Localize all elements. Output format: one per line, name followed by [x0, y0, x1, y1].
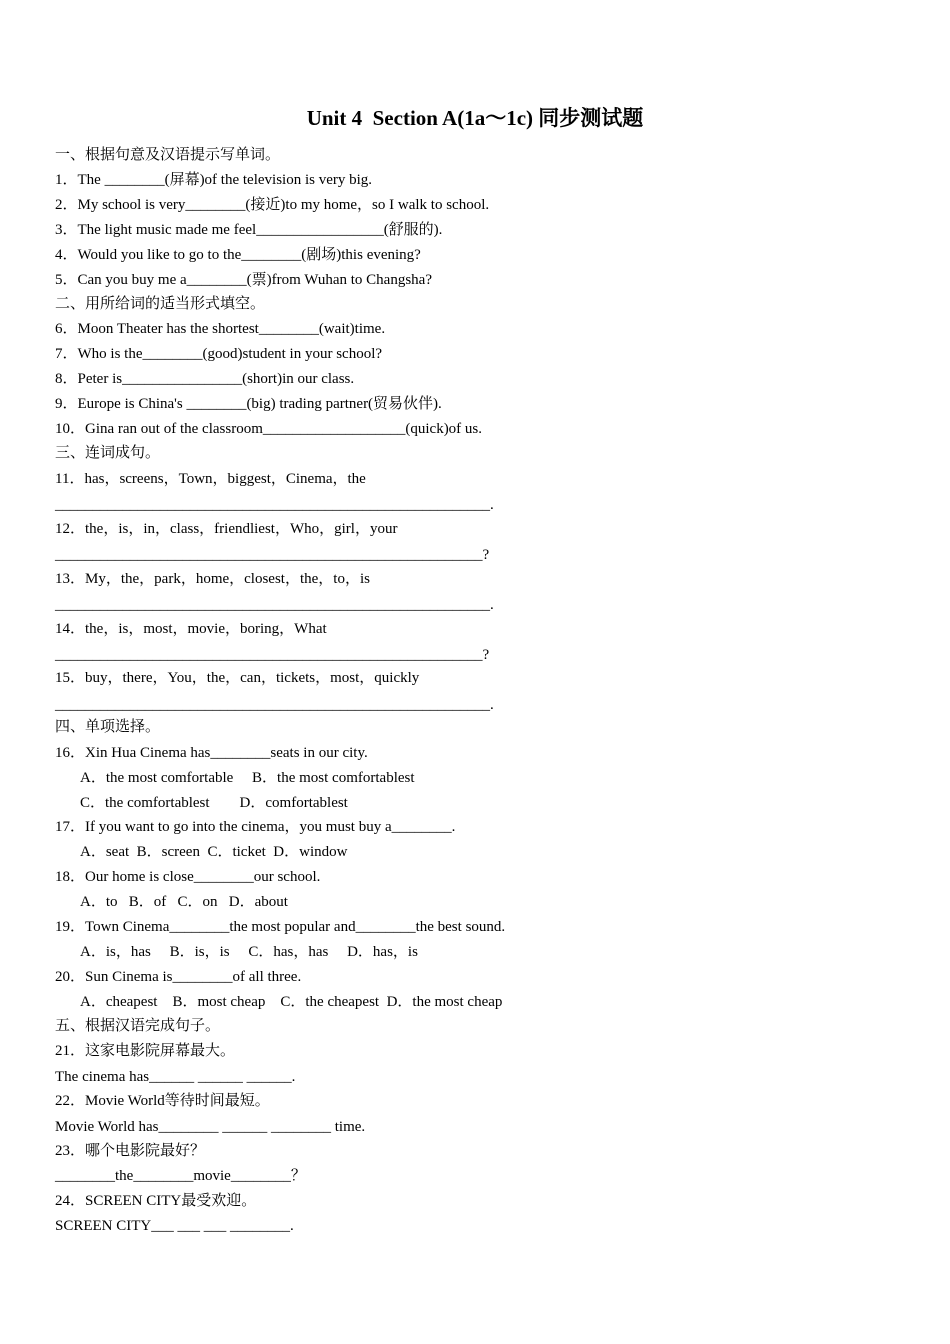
answer-line: _________________________________________________________? [55, 547, 490, 563]
question-line: 10．Gina ran out of the classroom___________________(quick)of us. [55, 421, 483, 437]
question-line: 20．Sun Cinema is________of all three. [55, 969, 302, 985]
option-line: A．seat B．screen C．ticket D．window [80, 844, 348, 860]
section-heading: 三、连词成句。 [55, 445, 161, 461]
answer-line: The cinema has______ ______ ______. [55, 1069, 296, 1085]
option-line: A．is，has B．is，is C．has，has D．has，is [80, 944, 418, 960]
answer-line: __________________________________________________________. [55, 697, 494, 713]
question-line: 11．has，screens，Town，biggest，Cinema，the [55, 471, 366, 487]
question-line: 7．Who is the________(good)student in your school? [55, 346, 383, 362]
section-heading: 一、根据句意及汉语提示写单词。 [55, 147, 281, 163]
question-line: 24．SCREEN CITY最受欢迎。 [55, 1193, 257, 1209]
question-line: 5．Can you buy me a________(票)from Wuhan to Changsha? [55, 272, 432, 288]
answer-line: __________________________________________________________. [55, 497, 494, 513]
question-line: 9．Europe is China's ________(big) trading partner(贸易伙伴). [55, 396, 442, 412]
question-line: 17．If you want to go into the cinema，you must buy a________. [55, 819, 456, 835]
section-heading: 四、单项选择。 [55, 719, 161, 735]
question-line: 3．The light music made me feel_________________(舒服的). [55, 222, 443, 238]
answer-line: __________________________________________________________. [55, 597, 494, 613]
question-line: 1．The ________(屏幕)of the television is very big. [55, 172, 373, 188]
page-title: Unit 4 Section A(1a～1c) 同步测试题 [306, 106, 644, 130]
question-line: 12．the，is，in，class，friendliest，Who，girl，your [55, 521, 398, 537]
question-line: 13．My，the，park，home，closest，the，to，is [55, 571, 370, 587]
section-heading: 五、根据汉语完成句子。 [55, 1018, 221, 1034]
question-line: 21．这家电影院屏幕最大。 [55, 1043, 236, 1059]
option-line: A．the most comfortable B．the most comfortablest [80, 770, 415, 786]
answer-line: ________the________movie________？ [55, 1168, 306, 1184]
option-line: A．to B．of C．on D．about [80, 894, 288, 910]
answer-line: _________________________________________________________? [55, 647, 490, 663]
option-line: C．the comfortablest D．comfortablest [80, 795, 348, 811]
question-line: 23．哪个电影院最好？ [55, 1143, 206, 1159]
question-line: 2．My school is very________(接近)to my home，so I walk to school. [55, 197, 490, 213]
question-line: 8．Peter is________________(short)in our class. [55, 371, 355, 387]
question-line: 4．Would you like to go to the________(剧场)this evening? [55, 247, 421, 263]
question-line: 14．the，is，most，movie，boring，What [55, 621, 327, 637]
answer-line: Movie World has________ ______ ________ time. [55, 1119, 366, 1135]
question-line: 19．Town Cinema________the most popular and________the best sound. [55, 919, 506, 935]
answer-line: SCREEN CITY___ ___ ___ ________. [55, 1218, 294, 1234]
option-line: A．cheapest B．most cheap C．the cheapest D．the most cheap [80, 994, 503, 1010]
question-line: 15．buy，there，You，the，can，tickets，most，quickly [55, 670, 420, 686]
question-line: 22．Movie World等待时间最短。 [55, 1093, 270, 1109]
question-line: 18．Our home is close________our school. [55, 869, 321, 885]
question-line: 6．Moon Theater has the shortest________(wait)time. [55, 321, 386, 337]
section-heading: 二、用所给词的适当形式填空。 [55, 296, 266, 312]
question-line: 16．Xin Hua Cinema has________seats in our city. [55, 745, 368, 761]
